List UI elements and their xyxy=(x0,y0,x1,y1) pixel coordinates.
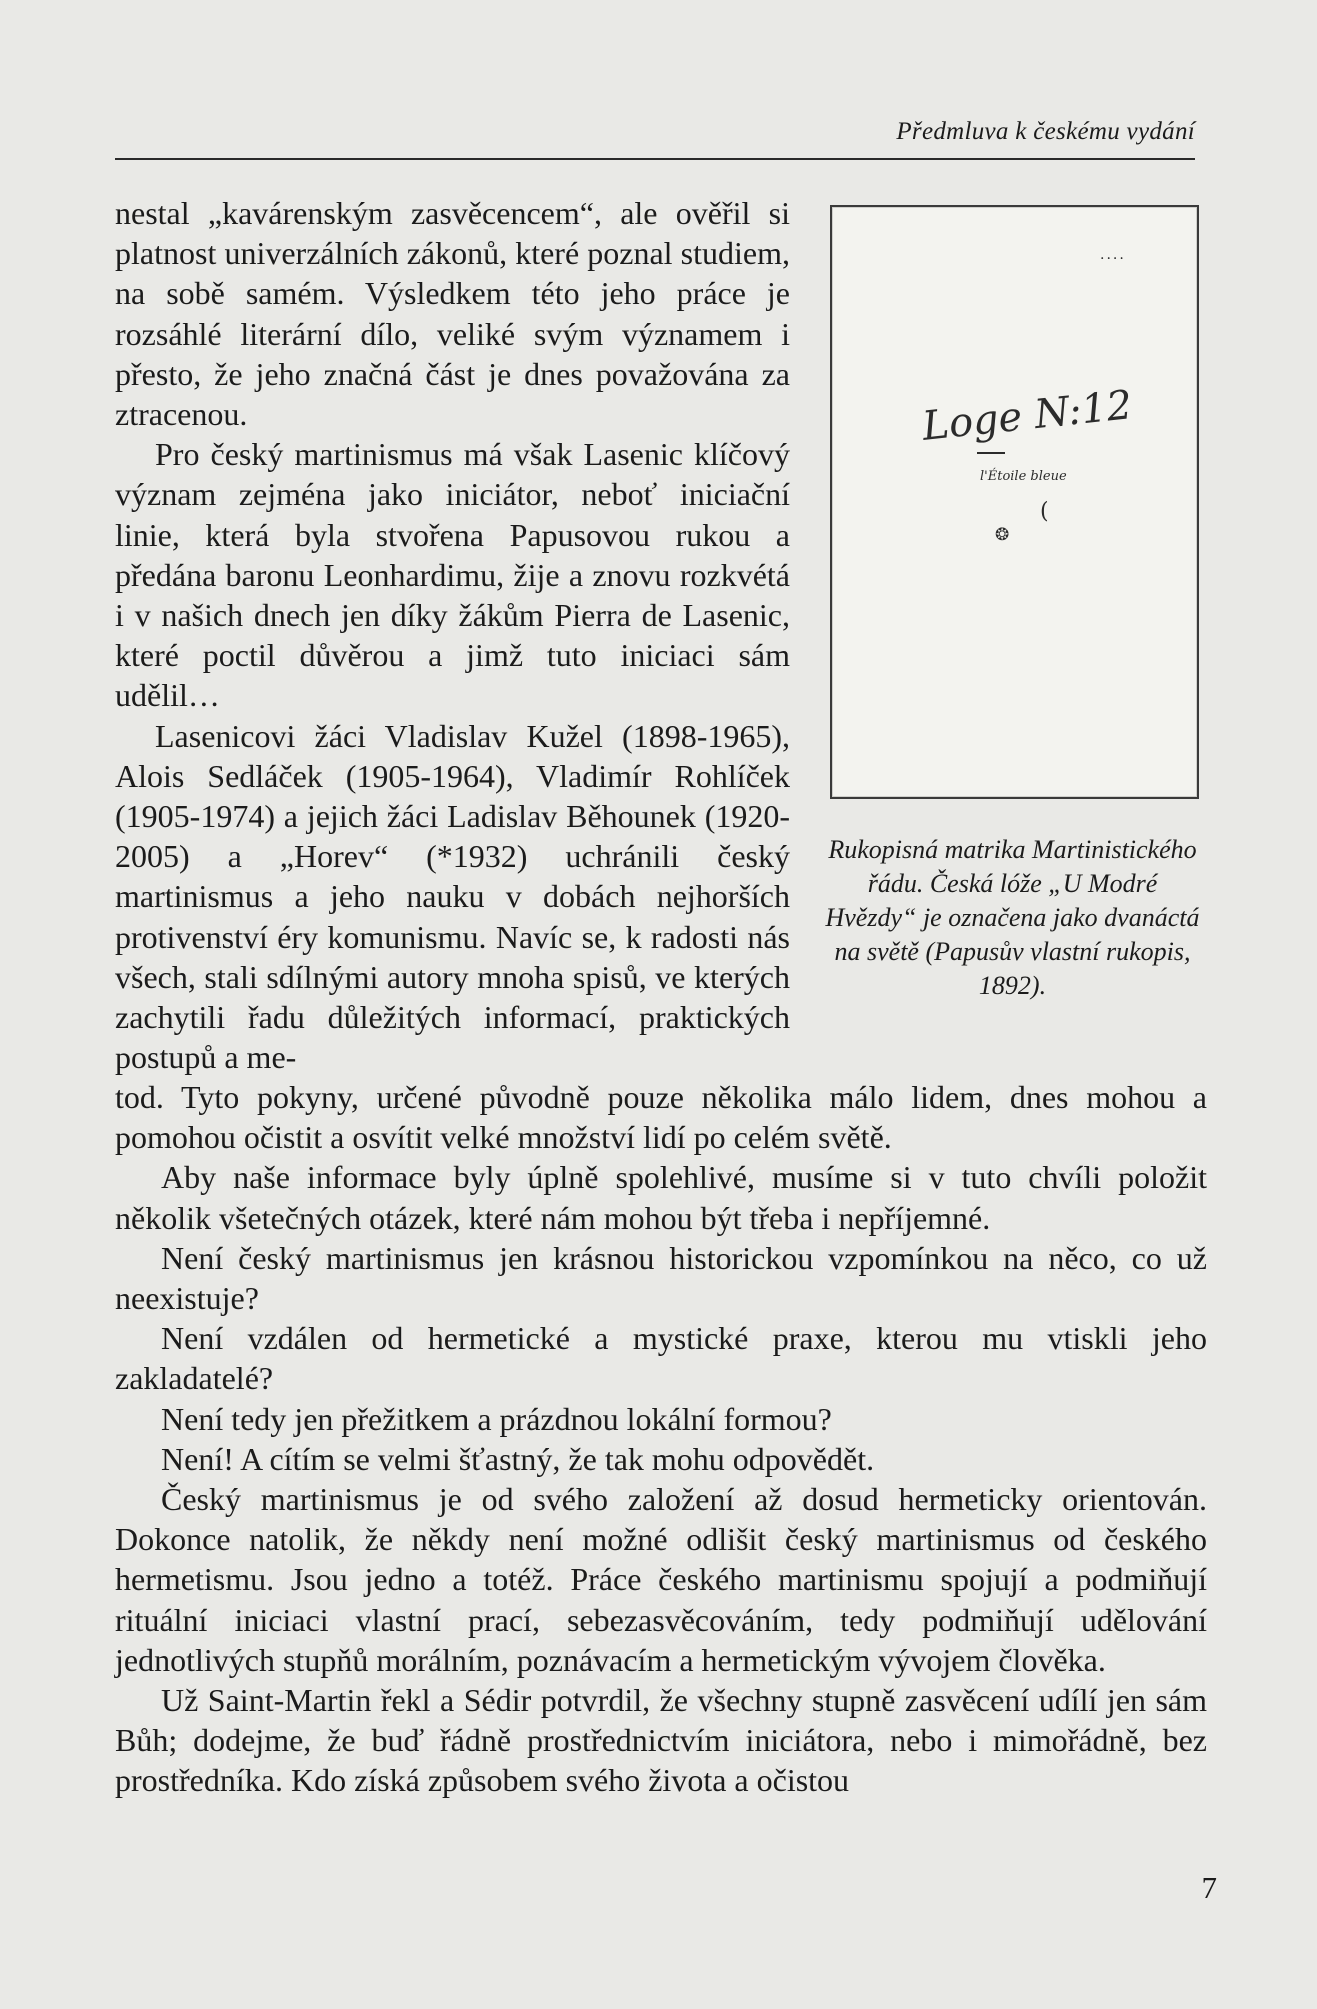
handwriting-dash xyxy=(977,452,1005,454)
paragraph: Lasenicovi žáci Vladislav Kužel (1898-1965), Alois Sedláček (1905-1964), Vladimír Rohlíček (1905-1974) a jejich žáci Ladislav Běhounek (1920-2005) a „Horev“ (*1932) uchránili český martinismus a jeho nauku v dobách nejhorších protivenství éry komunismu. Navíc se, k radosti nás všech, stali sdílnými autory mnoha spisů, ve kterých zachytili řadu důležitých informací, praktických postupů a me- xyxy=(115,717,790,1076)
paragraph: Není tedy jen přežitkem a prázdnou lokální formou? xyxy=(161,1400,832,1437)
paragraph: Aby naše informace byly úplně spolehlivé, musíme si v tuto chvíli položit několik všetečných otázek, které nám mohou být třeba i nepříjemné. xyxy=(115,1159,1207,1236)
figure-caption: Rukopisná matrika Martinistického řádu. Česká lóže „U Modré Hvězdy“ je označena jako dvanáctá na světě (Papusův vlastní rukopis, 1892). xyxy=(825,835,1200,1000)
paragraph: Není! A cítím se velmi šťastný, že tak mohu odpovědět. xyxy=(161,1440,875,1477)
handwriting-top: .... xyxy=(1100,247,1126,263)
handwriting-stroke: ( xyxy=(1040,499,1049,524)
seal-mark-icon: ❂ xyxy=(995,525,1010,545)
paragraph: nestal „kavárenským zasvěcencem“, ale ověřil si platnost univerzálních zákonů, které poznal studiem, na sobě samém. Výsledkem této jeho práce je rozsáhlé literární dílo, veliké svým významem i přesto, že jeho značná část je dnes považována za ztracenou. xyxy=(115,195,790,433)
paragraph: Pro český martinismus má však Lasenic klíčový význam zejména jako iniciátor, neboť iniciační linie, která byla stvořena Papusovou rukou a předána baronu Leonhardimu, žije a znovu rozkvétá i v našich dnech jen díky žákům Pierra de Lasenic, které poctil důvěrou a jimž tuto iniciaci sám udělil… xyxy=(115,436,790,714)
paragraph: tod. Tyto pokyny, určené původně pouze několika málo lidem, dnes mohou a pomohou očistit a osvítit velké množství lidí po celém světě. xyxy=(115,1079,1207,1156)
page-header xyxy=(115,112,1195,160)
manuscript-figure xyxy=(830,205,1199,799)
handwriting-lodge-name: l'Étoile bleue xyxy=(980,469,1067,484)
full-width-text xyxy=(115,1077,1207,1801)
paragraph: Není český martinismus jen krásnou historickou vzpomínkou na něco, co už neexistuje? xyxy=(115,1239,1207,1317)
narrow-column-text xyxy=(115,193,790,1077)
paragraph: Už Saint-Martin řekl a Sédir potvrdil, že všechny stupně zasvěcení udílí jen sám Bůh; dodejme, že buď řádně prostřednictvím iniciátora, nebo i mimořádně, bez prostředníka. Kdo získá způsobem svého života a očistou xyxy=(115,1682,1207,1799)
paragraph: Český martinismus je od svého založení až dosud hermeticky orientován. Dokonce natolik, že někdy není možné odlišit český martinismus od českého hermetismu. Jsou jedno a totéž. Práce českého martinismu spojují a podmiňují rituální iniciaci vlastní prací, sebezasvěcováním, tedy podmiňují udělování jednotlivých stupňů morálním, poznávacím a hermetickým vývojem člověka. xyxy=(115,1481,1207,1678)
page-number: 7 xyxy=(1201,1870,1217,1905)
running-head: Předmluva k českému vydání xyxy=(896,118,1195,145)
paragraph: Není vzdálen od hermetické a mystické praxe, kterou mu vtiskli jeho zakladatelé? xyxy=(115,1320,1207,1397)
handwriting-lodge-number: Loge N:12 xyxy=(920,382,1135,450)
